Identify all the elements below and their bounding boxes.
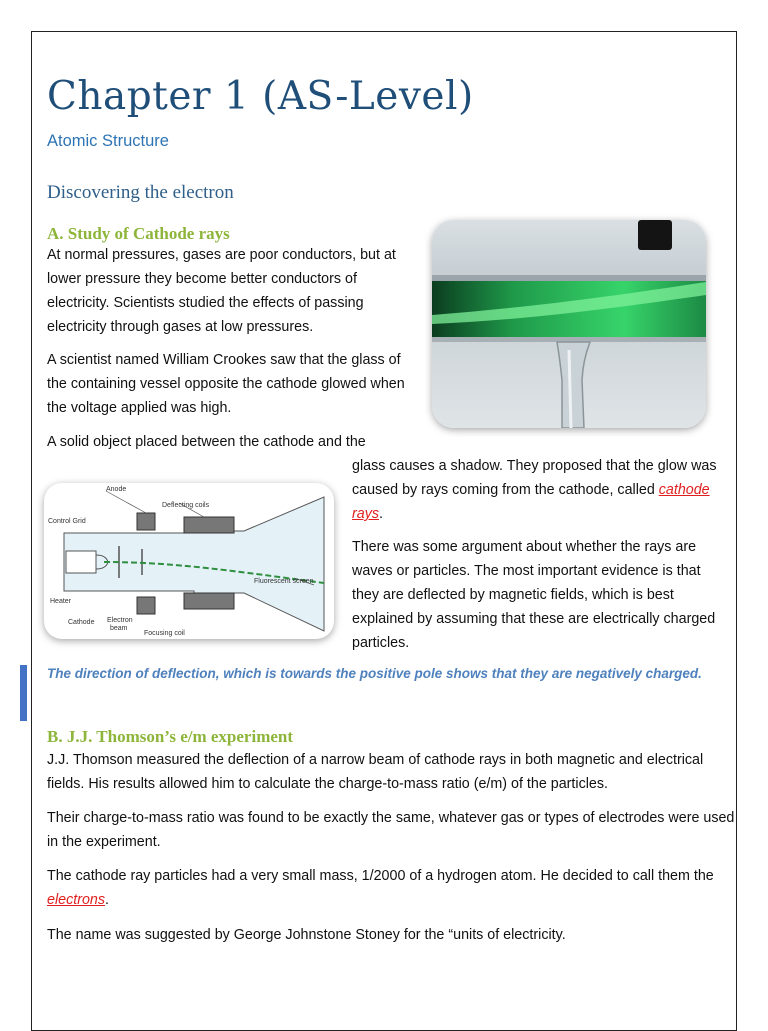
quote-bar — [20, 665, 27, 721]
cathode-ray-tube-photo — [432, 220, 706, 428]
paragraph-a3-text: glass causes a shadow. They proposed that the glow was caused by rays coming from the cathode, called — [352, 458, 717, 498]
electrons-link[interactable]: electrons — [47, 892, 106, 908]
label-electron: Electron — [107, 617, 133, 624]
paragraph-b1: J.J. Thomson measured the deflection of a narrow beam of cathode rays in both magnetic and electrical fields. His results allowed him to calculate the charge-to-mass ratio (e/m) of the particles. — [47, 752, 704, 792]
section-heading: Discovering the electron — [47, 182, 234, 203]
paragraph-b3-end: . — [105, 892, 109, 908]
paragraph-a2: A scientist named William Crookes saw that the glass of the containing vessel opposite the cathode glowed when the voltage applied was high. — [47, 352, 405, 416]
paragraph-a4: There was some argument about whether the rays are waves or particles. The most important evidence is that they are deflected by magnetic fields, which is best explained by assuming that these are electrically charged particles. — [352, 539, 716, 651]
label-focusing-coil: Focusing coil — [144, 630, 185, 637]
label-anode: Anode — [106, 486, 127, 493]
paragraph-b4: The name was suggested by George Johnstone Stoney for the “units of electricity. — [47, 927, 566, 943]
paragraph-a3-start: A solid object placed between the cathode and the — [47, 434, 366, 450]
cathode-rays-link[interactable]: cathode rays — [352, 482, 710, 522]
label-control-grid: Control Grid — [48, 518, 86, 525]
quote-text: The direction of deflection, which is towards the positive pole shows that they are negatively charged. — [47, 666, 702, 681]
paragraph-a3-end: . — [379, 506, 383, 522]
label-beam: beam — [110, 625, 128, 632]
paragraph-a3-continued — [352, 454, 718, 526]
document-page — [31, 31, 737, 1031]
paragraph-a1: At normal pressures, gases are poor conductors, but at lower pressure they become better conductors of electricity. Scientists studied the effects of passing electricity through gases at low pressures. — [47, 247, 396, 335]
label-heater: Heater — [50, 598, 72, 605]
label-deflecting-coils: Deflecting coils — [162, 502, 210, 509]
page-subtitle: Atomic Structure — [47, 132, 169, 150]
label-cathode: Cathode — [68, 619, 95, 626]
paragraph-b3 — [47, 864, 737, 912]
page-title: Chapter 1 (AS-Level) — [47, 74, 474, 119]
paragraph-b2: Their charge-to-mass ratio was found to be exactly the same, whatever gas or types of electrodes were used in the experiment. — [47, 810, 735, 850]
label-fluorescent-screen: Fluorescent screen — [254, 578, 314, 585]
crt-diagram — [44, 483, 334, 639]
paragraph-b3-text: The cathode ray particles had a very small mass, 1/2000 of a hydrogen atom. He decided to call them the — [47, 868, 714, 884]
section-b-heading: B. J.J. Thomson’s e/m experiment — [47, 727, 294, 746]
section-a-heading: A. Study of Cathode rays — [47, 224, 230, 243]
